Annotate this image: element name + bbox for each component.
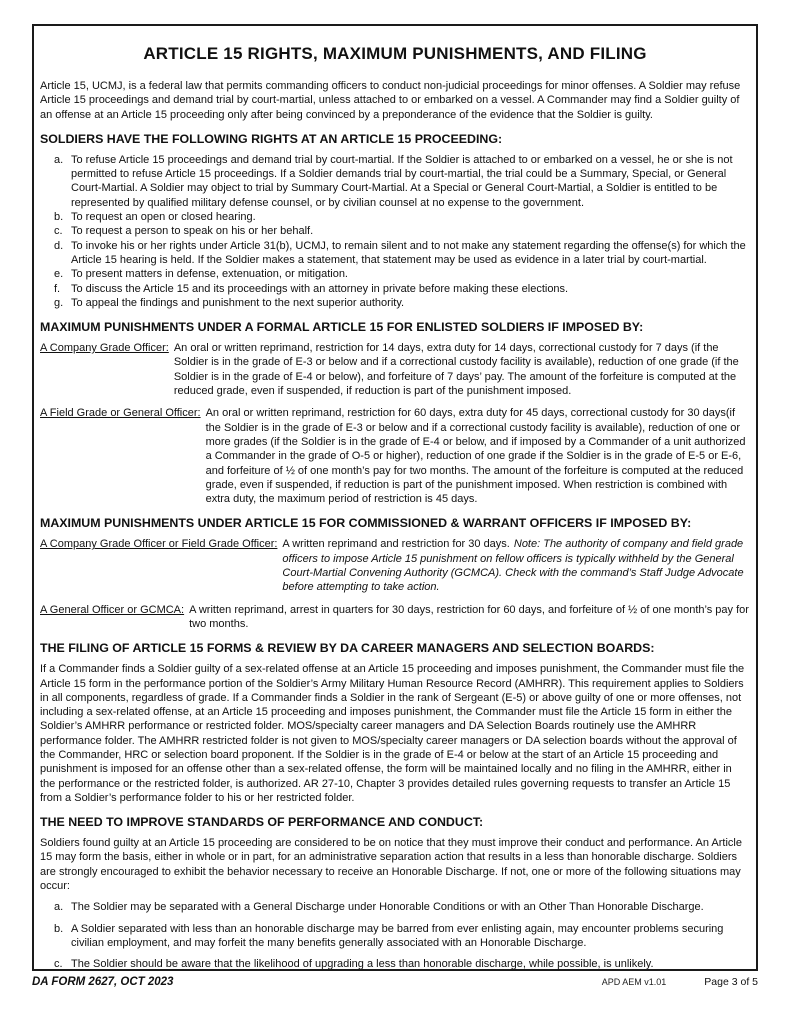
- list-item-marker: a.: [54, 153, 64, 166]
- definition-label: A Company Grade Officer or Field Grade Officer:: [40, 538, 278, 551]
- conduct-list: [40, 900, 750, 971]
- section-heading-filing: THE FILING OF ARTICLE 15 FORMS & REVIEW BY DA CAREER MANAGERS AND SELECTION BOARDS:: [40, 641, 655, 656]
- list-item-text: To present matters in defense, extenuation, or mitigation.: [71, 268, 348, 281]
- definition-text: [282, 537, 750, 594]
- definition-entry: [40, 537, 750, 594]
- list-item: [40, 957, 750, 971]
- section-heading-enlisted-max: MAXIMUM PUNISHMENTS UNDER A FORMAL ARTICLE 15 FOR ENLISTED SOLDIERS IF IMPOSED BY:: [40, 320, 644, 335]
- list-item: [40, 296, 750, 310]
- list-item-text: To invoke his or her rights under Article 31(b), UCMJ, to remain silent and to not make any statement regarding the offense(s) for which the Article 15 hearing is held. If the Soldier makes a statement, that statement may be used as evidence in a later trial by court-martial.: [71, 239, 746, 266]
- list-item: [40, 224, 750, 238]
- page-number: Page 3 of 5: [704, 976, 758, 988]
- list-item-marker: a.: [54, 901, 64, 914]
- list-item: [40, 900, 750, 914]
- list-item: [40, 922, 750, 951]
- list-item-text: To appeal the findings and punishment to the next superior authority.: [71, 296, 405, 309]
- list-item: [40, 239, 750, 268]
- definition-text: An oral or written reprimand, restriction for 14 days, extra duty for 14 days, correctional custody for 7 days (if the Soldier is in the grade of E-3 or below and if a correctional custody facility is available), reduction of one grade (if the Soldier is in the grade of E-4 or below), and forfeiture of 7 days’ pay. The amount of the forfeiture is computed at the reduced grade, even if suspended, if reduction is part of the punishment imposed.: [173, 342, 739, 398]
- form-number: DA FORM 2627, OCT 2023: [32, 976, 174, 988]
- intro-paragraph: Article 15, UCMJ, is a federal law that permits commanding officers to conduct non-judicial proceedings for minor offenses. A Soldier may refuse Article 15 proceedings and demand trial by court-martial, unless attached to or embarked on a vessel. A Commander may find a Soldier guilty of an offense at an Article 15 proceeding only after being convinced by a preponderance of the evidence that the Soldier is guilty.: [40, 80, 741, 121]
- list-item-marker: b.: [54, 211, 64, 224]
- definition-label: A Field Grade or General Officer:: [40, 407, 201, 420]
- list-item-text: A Soldier separated with less than an honorable discharge may be barred from ever enlisting again, may encounter problems securing civilian employment, and may forfeit the many benefits generally associated with an Honorable Discharge.: [71, 922, 724, 949]
- list-item-text: To request a person to speak on his or her behalf.: [71, 225, 314, 238]
- list-item-marker: d.: [54, 239, 64, 252]
- list-item: [40, 210, 750, 224]
- definition-text: A written reprimand, arrest in quarters for 30 days, restriction for 60 days, and forfeiture of ½ of one month’s pay for two months.: [189, 603, 749, 630]
- rights-list: [40, 153, 750, 310]
- page-title: ARTICLE 15 RIGHTS, MAXIMUM PUNISHMENTS, AND FILING: [143, 44, 647, 63]
- definition-entry: [40, 603, 750, 632]
- list-item-marker: e.: [54, 268, 64, 281]
- list-item-marker: f.: [54, 282, 61, 295]
- section-heading-conduct: THE NEED TO IMPROVE STANDARDS OF PERFORMANCE AND CONDUCT:: [40, 815, 484, 830]
- list-item-marker: b.: [54, 922, 64, 935]
- list-item-marker: g.: [54, 296, 64, 309]
- list-item-text: To refuse Article 15 proceedings and demand trial by court-martial. If the Soldier is attached to or embarked on a vessel, he or she is not permitted to refuse Article 15 proceedings. If a Soldier demands trial by court-martial, the trial could be a Summary, Special, or General Court-Martial. A Soldier may object to trial by Summary Court-Martial. At a Special or General Court-Martial, a Soldier is entitled to be represented by qualified military defense counsel, or by civilian counsel at no expense to the government.: [71, 153, 733, 209]
- list-item: [40, 153, 750, 210]
- list-item-marker: c.: [54, 225, 63, 238]
- list-item-text: To request an open or closed hearing.: [71, 211, 256, 224]
- definition-entry: [40, 341, 750, 398]
- definition-note: Note: The authority of company and field grade officers to impose Article 15 punishment on fellow officers is typically withheld by the General Court-Martial Convening Authority (GCMCA). Check with the command’s Staff Judge Advocate before attempting to take action.: [282, 538, 744, 594]
- definition-entry: [40, 406, 750, 506]
- conduct-paragraph: Soldiers found guilty at an Article 15 proceeding are considered to be on notice that they must improve their conduct and performance. An Article 15 may form the basis, either in whole or in part, for an administrative separation action that results in a less than honorable discharge. Soldiers are strongly encouraged to exhibit the behavior necessary to receive an Honorable Discharge. If not, one or more of the following situations may occur:: [40, 837, 742, 893]
- form-page-border: [32, 24, 758, 971]
- definition-label: A Company Grade Officer:: [40, 342, 169, 355]
- list-item-text: The Soldier may be separated with a General Discharge under Honorable Conditions or with an Other Than Honorable Discharge.: [71, 901, 704, 914]
- section-heading-officer-max: MAXIMUM PUNISHMENTS UNDER ARTICLE 15 FOR COMMISSIONED & WARRANT OFFICERS IF IMPOSED BY:: [40, 516, 692, 531]
- page-footer: [32, 976, 758, 988]
- definition-label: A General Officer or GCMCA:: [40, 603, 185, 616]
- list-item-marker: c.: [54, 958, 63, 971]
- definition-text-main: A written reprimand and restriction for 30 days.: [282, 538, 510, 551]
- list-item-text: The Soldier should be aware that the likelihood of upgrading a less than honorable discharge, while possible, is unlikely.: [71, 958, 654, 971]
- section-heading-rights: SOLDIERS HAVE THE FOLLOWING RIGHTS AT AN ARTICLE 15 PROCEEDING:: [40, 131, 503, 146]
- list-item-text: To discuss the Article 15 and its proceedings with an attorney in private before making these elections.: [71, 282, 569, 295]
- list-item: [40, 282, 750, 296]
- apd-version: APD AEM v1.01: [601, 977, 667, 987]
- filing-paragraph: If a Commander finds a Soldier guilty of a sex-related offense at an Article 15 proceeding and imposes punishment, the Commander must file the Article 15 form in the performance portion of the Soldier’s Army Military Human Resource Record (AMHRR). This requirement applies to Soldiers in all components, regardless of grade. If a Commander finds a Soldier in the rank of Sergeant (E-5) or above guilty of one or more offenses, not including a sex-related offense, at an Article 15 proceeding and imposes punishment, the Commander must file the Article 15 form in either the Soldier’s AMHRR performance or restricted folder. MOS/specialty career managers and DA Selection Boards routinely use the AMHRR performance folder. The AMHRR restricted folder is not given to MOS/specialty career managers or DA selection boards without the approval of the Commander, HRC or selection board proponent. If the Soldier is in the grade of E-4 or below at the start of an Article 15 proceeding and punishment is imposed for an offense other than a sex-related offense, the form will be maintained locally and no filing in the AMHRR, either in the performance or the restricted folder, is authorized. AR 27-10, Chapter 3 provides detailed rules governing requests to transfer an Article 15 from a Soldier’s performance folder to his or her restricted folder.: [40, 663, 745, 804]
- list-item: [40, 267, 750, 281]
- definition-text: An oral or written reprimand, restriction for 60 days, extra duty for 45 days, correctional custody for 30 days(if the Soldier is in the grade of E-3 or below and if a correctional custody facility is available), reduction of one or more grades (if the Soldier is in the grade of E-4 or below, and if imposed by a Commander of a unit authorized a Commander in the grade of O-5 or higher), reduction of one grade if the Soldier is in the grade of E-5 or E-6, and forfeiture of ½ of one month’s pay for two months. The amount of the forfeiture is computed at the reduced grade, even if suspended, if reduction is part of the punishment imposed. When restriction is combined with extra duty, the maximum period of restriction is 45 days.: [205, 407, 746, 506]
